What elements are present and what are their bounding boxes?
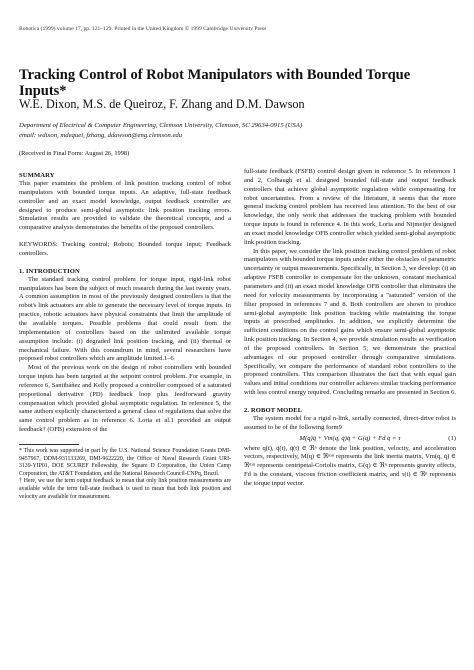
introduction-heading: 1. INTRODUCTION	[19, 267, 80, 275]
left-column	[19, 171, 231, 501]
introduction-paragraph-2: Most of the previous work on the design of robot controllers with bounded torque inputs has been targeted at the setpoint control problem. For example, in reference 6, Santibáñez and Kelly proposed a controller composed of a saturated proportional derivative (PD) feedback loop plus feedforward gravity compensation which provided global asymptotic regulation. In reference 5, the same authors explicitly characterized a general class of regulations that solve the same control problem as in reference 6. Loria et al.1 provided an output feedback† (OFB) extension of the	[19, 364, 231, 434]
footnote-output-feedback: † Here, we use the term output feedback to mean that only link position measurements are available while the term full-state feedback is used to mean that both link position and velocity are available for measurement.	[19, 478, 231, 500]
summary-text: This paper examines the problem of link position tracking control of robot manipulators with bounded torque inputs. An adaptive, full-state feedback controller and an exact model knowledge, output feedback controller are designed to produce semi-global asymptotic link position tracking errors. Simulation results are provided to validate the theoretical concepts, and a comparative analysis demonstrates the benefits of the proposed controllers.	[19, 180, 231, 232]
affiliation-email: email: wdixon, mdequei, fzhang, ddawson@eng.clemson.edu	[19, 131, 183, 139]
summary-heading: SUMMARY	[19, 172, 55, 179]
equation-body: M(q)q̈ + Vm(q, q̇)q̇ + G(q) + Fd q̇ = τ	[299, 434, 401, 442]
footnote-funding: * This work was supported in part by the U.S. National Science Foundation Grants DMI-9457967, DDM-931133269, DMI-9622220, the Office of Naval Research Grant URI-3139-YIP01, DOE SCUREF Fellowship, the Square D Corporation, the Union Camp Corporation, the AT&T Foundation, and the National Research Council-CNPq, Brazil.	[19, 447, 231, 477]
journal-header: Robotica (1999) volume 17, pp. 121–129. Printed in the United Kingdom © 1999 Cambridge University Press	[19, 26, 267, 32]
robot-model-paragraph-1: The system model for a rigid n-link, serially connected, direct-drive robot is assumed to be of the following form9	[244, 414, 456, 431]
introduction-paragraph-1: The standard tracking control problem for torque input, rigid-link robot manipulators has been the subject of much research during the last twenty years. A common assumption in most of the previously designed controllers is that the robot's link actuators are able to generate the necessary level of torque inputs. In practice, robotic actuators have physical constraints that limit the amplitude of the available torques. Possible problems that could result from the implementation of controllers based on the unlimited available torque assumption include: (i) degraded link position tracking, and (ii) thermal or mechanical failure. With this conundrum in mind, several researchers have proposed robot controllers which are amplitude limited.1–6	[19, 275, 231, 363]
footnote-divider	[19, 444, 79, 445]
equation-1	[244, 434, 456, 444]
keywords: KEYWORDS: Tracking control; Robots; Bounded torque input; Feedback controllers.	[19, 241, 231, 257]
robot-model-paragraph-2: where q(t), q̇(t), q̈(t) ∈ ℜⁿ denote the link position, velocity, and acceleration vectors, respectively, M(q) ∈ ℜⁿˣⁿ represents the link inertia matrix, Vm(q, q̇) ∈ ℜⁿˣⁿ represents centripetal-Coriolis matrix, G(q) ∈ ℜⁿ represents gravity effects, Fd is the constant, viscous friction coefficient matrix, and τ(t) ∈ ℜⁿ represents the torque input vector.	[244, 444, 456, 487]
right-paragraph-2: In this paper, we consider the link position tracking control problem of robot manipulators with bounded torque inputs under either the obstacles of parametric uncertainty or output measurements. Specifically, in Section 3, we develop: (i) an adaptive FSFB controller to compensate for the unknown, constant mechanical parameters and (ii) an exact model knowledge OFB controller that eliminates the need for velocity measurements by incorporating a "saturated" version of the filter proposed in references 7 and 8. Both controllers are shown to produce semi-global asymptotic link position tracking while maintaining the torque inputs at prescribed amplitudes. In addition, we explicitly determine the sufficient conditions on the control gains which ensure semi-global asymptotic link position tracking. In Section 4, we provide simulation results as verification of the proposed controllers. In Section 5, we demonstrate the practical advantages of our proposed controller through comparative simulations. Specifically, we compare the performance of standard robot controllers to the proposed controllers. This comparison illustrates the fact that with equal gain values and initial conditions our controller achieves similar tracking performance with less control energy required. Concluding remarks are presented in Section 6.	[244, 247, 456, 397]
paper-title: Tracking Control of Robot Manipulators with Bounded Torque Inputs*	[19, 67, 411, 99]
received-date: (Received in Final Form: August 26, 1998)	[19, 150, 130, 157]
affiliation-department: Department of Electrical & Computer Engineering, Clemson University, Clemson, SC 29634-0915 (USA)	[19, 122, 303, 129]
robot-model-heading: 2. ROBOT MODEL	[244, 406, 303, 414]
right-paragraph-1: full-state feedback (FSFB) control design given in reference 5. In references 1 and 2, Colbaugh et al. designed bounded full-state and output feedback controllers that achieve global asymptotic regulation while compensating for robot uncertainties. From a review of the literature, it seems that the more general tracking control problem has received less attention. To the best of our knowledge, the only work that addresses the tracking problem with bounded torque inputs is found in reference 4. In this work, Loria and Nijmeijer designed an exact model knowledge OFB controller which yielded semi-global asymptotic link position tracking.	[244, 168, 456, 246]
equation-number: (1)	[448, 434, 456, 442]
right-column	[244, 168, 456, 489]
affiliation	[19, 121, 459, 140]
paper-authors: W.E. Dixon, M.S. de Queiroz, F. Zhang and D.M. Dawson	[19, 97, 305, 111]
